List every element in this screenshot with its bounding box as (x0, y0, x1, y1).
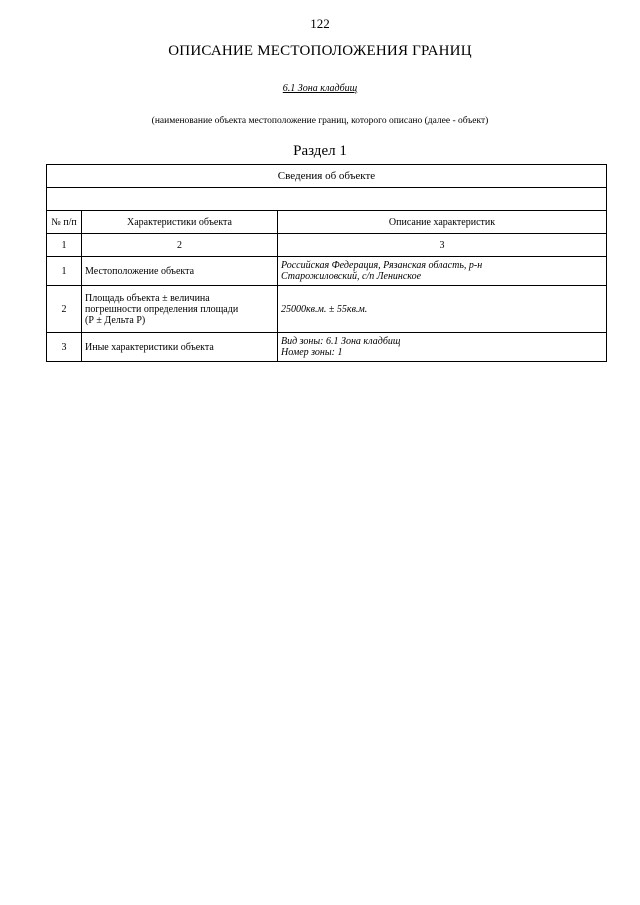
description-line: Старожиловский, с/п Ленинское (281, 271, 422, 282)
table-spacer-row (47, 188, 607, 211)
table-row (47, 257, 607, 286)
object-name: 6.1 Зона кладбищ (282, 83, 358, 94)
row-description (278, 257, 607, 286)
column-number-2: 2 (82, 234, 278, 257)
row-number: 1 (47, 257, 82, 286)
row-number: 3 (47, 333, 82, 362)
table-row (47, 333, 607, 362)
characteristic-line: погрешности определения площади (85, 303, 239, 315)
table-header: Сведения об объекте (47, 165, 607, 188)
object-name-caption: (наименование объекта местоположение границ, которого описано (далее - объект) (151, 116, 489, 126)
row-characteristic: Местоположение объекта (82, 257, 278, 286)
column-number-3: 3 (278, 234, 607, 257)
characteristic-line: Площадь объекта ± величина (85, 292, 210, 304)
page-number: 122 (310, 16, 330, 31)
row-description (278, 333, 607, 362)
row-description: 25000кв.м. ± 55кв.м. (278, 286, 607, 333)
column-headers-row (47, 211, 607, 234)
column-numbers-row (47, 234, 607, 257)
row-characteristic: Иные характеристики объекта (82, 333, 278, 362)
object-info-table (46, 164, 607, 362)
section-title: Раздел 1 (293, 143, 347, 159)
description-line: Российская Федерация, Рязанская область, р-н (281, 260, 483, 271)
document-title: ОПИСАНИЕ МЕСТОПОЛОЖЕНИЯ ГРАНИЦ (168, 43, 472, 59)
row-characteristic (82, 286, 278, 333)
column-header-description: Описание характеристик (278, 211, 607, 234)
table-header-row (47, 165, 607, 188)
row-number: 2 (47, 286, 82, 333)
column-header-number: № п/п (47, 211, 82, 234)
column-header-characteristic: Характеристики объекта (82, 211, 278, 234)
table-row (47, 286, 607, 333)
description-line: Вид зоны: 6.1 Зона кладбищ (281, 336, 401, 347)
table-spacer-cell (47, 188, 607, 211)
description-line: Номер зоны: 1 (281, 347, 343, 358)
characteristic-line: (Р ± Дельта Р) (85, 314, 146, 326)
column-number-1: 1 (47, 234, 82, 257)
object-name-line (0, 83, 640, 94)
